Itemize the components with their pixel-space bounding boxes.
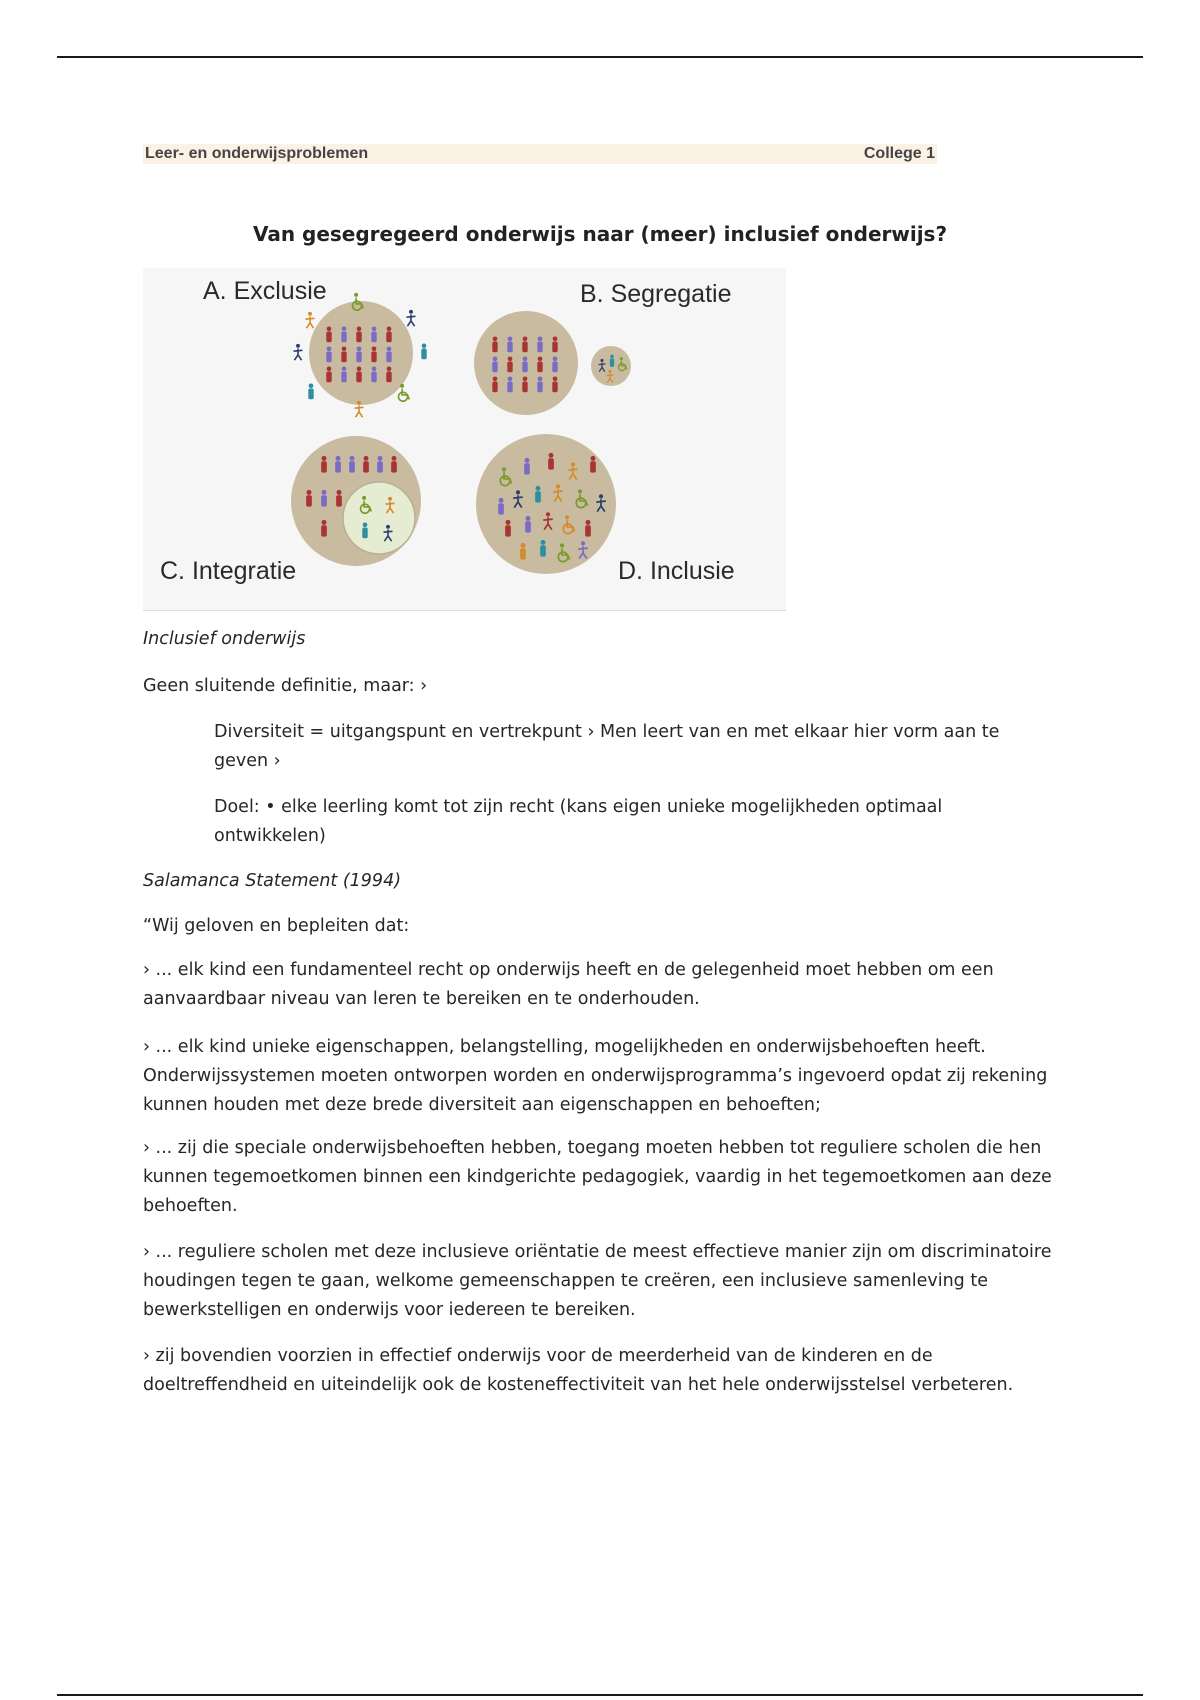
circle-exclusie (294, 293, 427, 417)
person-icon (362, 522, 367, 538)
person-icon (336, 490, 342, 507)
circle-inclusie (476, 434, 616, 574)
person-icon (386, 346, 391, 362)
person-icon (335, 456, 341, 473)
person-icon (492, 336, 497, 352)
walking-person-icon (306, 312, 315, 328)
walking-person-icon (294, 344, 303, 360)
paragraph-statement-1: › ... elk kind een fundamenteel recht op onderwijs heeft en de gelegenheid moet hebben om een aanvaardbaar niveau van leren te bereiken en te onderhouden. (143, 960, 994, 1009)
person-icon (371, 326, 376, 342)
person-icon (356, 326, 361, 342)
person-icon (306, 490, 312, 507)
person-icon (590, 456, 596, 473)
person-icon (525, 516, 531, 533)
paragraph-definitie: Geen sluitende definitie, maar: › (143, 676, 428, 696)
person-icon (507, 356, 512, 372)
person-icon (326, 366, 331, 382)
person-icon (421, 343, 426, 359)
heading-salamanca: Salamanca Statement (1994) (143, 871, 402, 891)
person-icon (540, 540, 546, 557)
person-icon (371, 346, 376, 362)
bottom-rule (57, 1694, 1143, 1696)
label-segregatie: B. Segregatie (580, 280, 732, 308)
person-icon (535, 486, 541, 503)
paragraph-statement-3: › ... zij die speciale onderwijsbehoeften hebben, toegang moeten hebben tot reguliere scholen die hen kunnen tegemoetkomen binnen een kindgerichte pedagogiek, vaardig in het tegemoetkomen aan deze behoeften. (143, 1138, 1052, 1216)
walking-person-icon (407, 310, 416, 326)
person-icon (391, 456, 397, 473)
person-icon (321, 520, 327, 537)
heading-inclusief-onderwijs: Inclusief onderwijs (143, 629, 306, 649)
header-course: Leer- en onderwijsproblemen (145, 145, 369, 162)
person-icon (321, 456, 327, 473)
person-icon (537, 336, 542, 352)
person-icon (610, 355, 614, 367)
label-inclusie: D. Inclusie (618, 557, 735, 585)
person-icon (321, 490, 327, 507)
circle-segregatie (474, 311, 631, 415)
label-exclusie: A. Exclusie (203, 277, 327, 305)
person-icon (552, 376, 557, 392)
person-icon (552, 356, 557, 372)
person-icon (341, 326, 346, 342)
paragraph-diversiteit: Diversiteit = uitgangspunt en vertrekpunt › Men leert van en met elkaar hier vorm aan te geven › (214, 722, 1000, 771)
person-icon (341, 346, 346, 362)
person-icon (363, 456, 369, 473)
person-icon (492, 376, 497, 392)
person-icon (341, 366, 346, 382)
person-icon (308, 383, 313, 399)
paragraph-statement-2: › ... elk kind unieke eigenschappen, belangstelling, mogelijkheden en onderwijsbehoeften heeft. Onderwijssystemen moeten ontworpen worden en onderwijsprogramma’s ingevoerd opdat zij rekening kunnen houden met deze brede diversiteit aan eigenschappen en behoeften; (143, 1037, 1048, 1115)
person-icon (377, 456, 383, 473)
header-lecture: College 1 (863, 145, 935, 162)
person-icon (522, 376, 527, 392)
person-icon (507, 376, 512, 392)
person-icon (371, 366, 376, 382)
person-icon (498, 498, 504, 515)
person-icon (524, 458, 530, 475)
person-icon (522, 336, 527, 352)
paragraph-statement-5: › zij bovendien voorzien in effectief onderwijs voor de meerderheid van de kinderen en de doeltreffendheid en uiteindelijk ook de kosteneffectiviteit van het hele onderwijsstelsel verbeteren. (143, 1346, 1014, 1395)
person-icon (505, 520, 511, 537)
person-icon (522, 356, 527, 372)
person-icon (356, 346, 361, 362)
inclusion-diagram (143, 268, 786, 611)
person-icon (386, 326, 391, 342)
running-header (143, 144, 937, 164)
person-icon (507, 336, 512, 352)
person-icon (520, 543, 526, 560)
person-icon (326, 326, 331, 342)
person-icon (356, 366, 361, 382)
person-icon (585, 520, 591, 537)
person-icon (386, 366, 391, 382)
label-integratie: C. Integratie (160, 557, 297, 585)
person-icon (537, 356, 542, 372)
circle-integratie (291, 436, 421, 566)
person-icon (552, 336, 557, 352)
paragraph-doel: Doel: • elke leerling komt tot zijn recht (kans eigen unieke mogelijkheden optimaal ontwikkelen) (214, 797, 943, 846)
paragraph-statement-4: › ... reguliere scholen met deze inclusieve oriëntatie de meest effectieve manier zijn om discriminatoire houdingen tegen te gaan, welkome gemeenschappen te creëren, een inclusieve samenleving te bewerkstelligen en onderwijs voor iedereen te bereiken. (143, 1242, 1052, 1320)
person-icon (492, 356, 497, 372)
person-icon (537, 376, 542, 392)
person-icon (349, 456, 355, 473)
top-rule (57, 56, 1143, 58)
paragraph-intro-quote: “Wij geloven en bepleiten dat: (143, 916, 410, 936)
page-title: Van gesegregeerd onderwijs naar (meer) inclusief onderwijs? (252, 222, 948, 246)
person-icon (326, 346, 331, 362)
person-icon (548, 453, 554, 470)
inclusion-diagram-svg (143, 268, 786, 610)
